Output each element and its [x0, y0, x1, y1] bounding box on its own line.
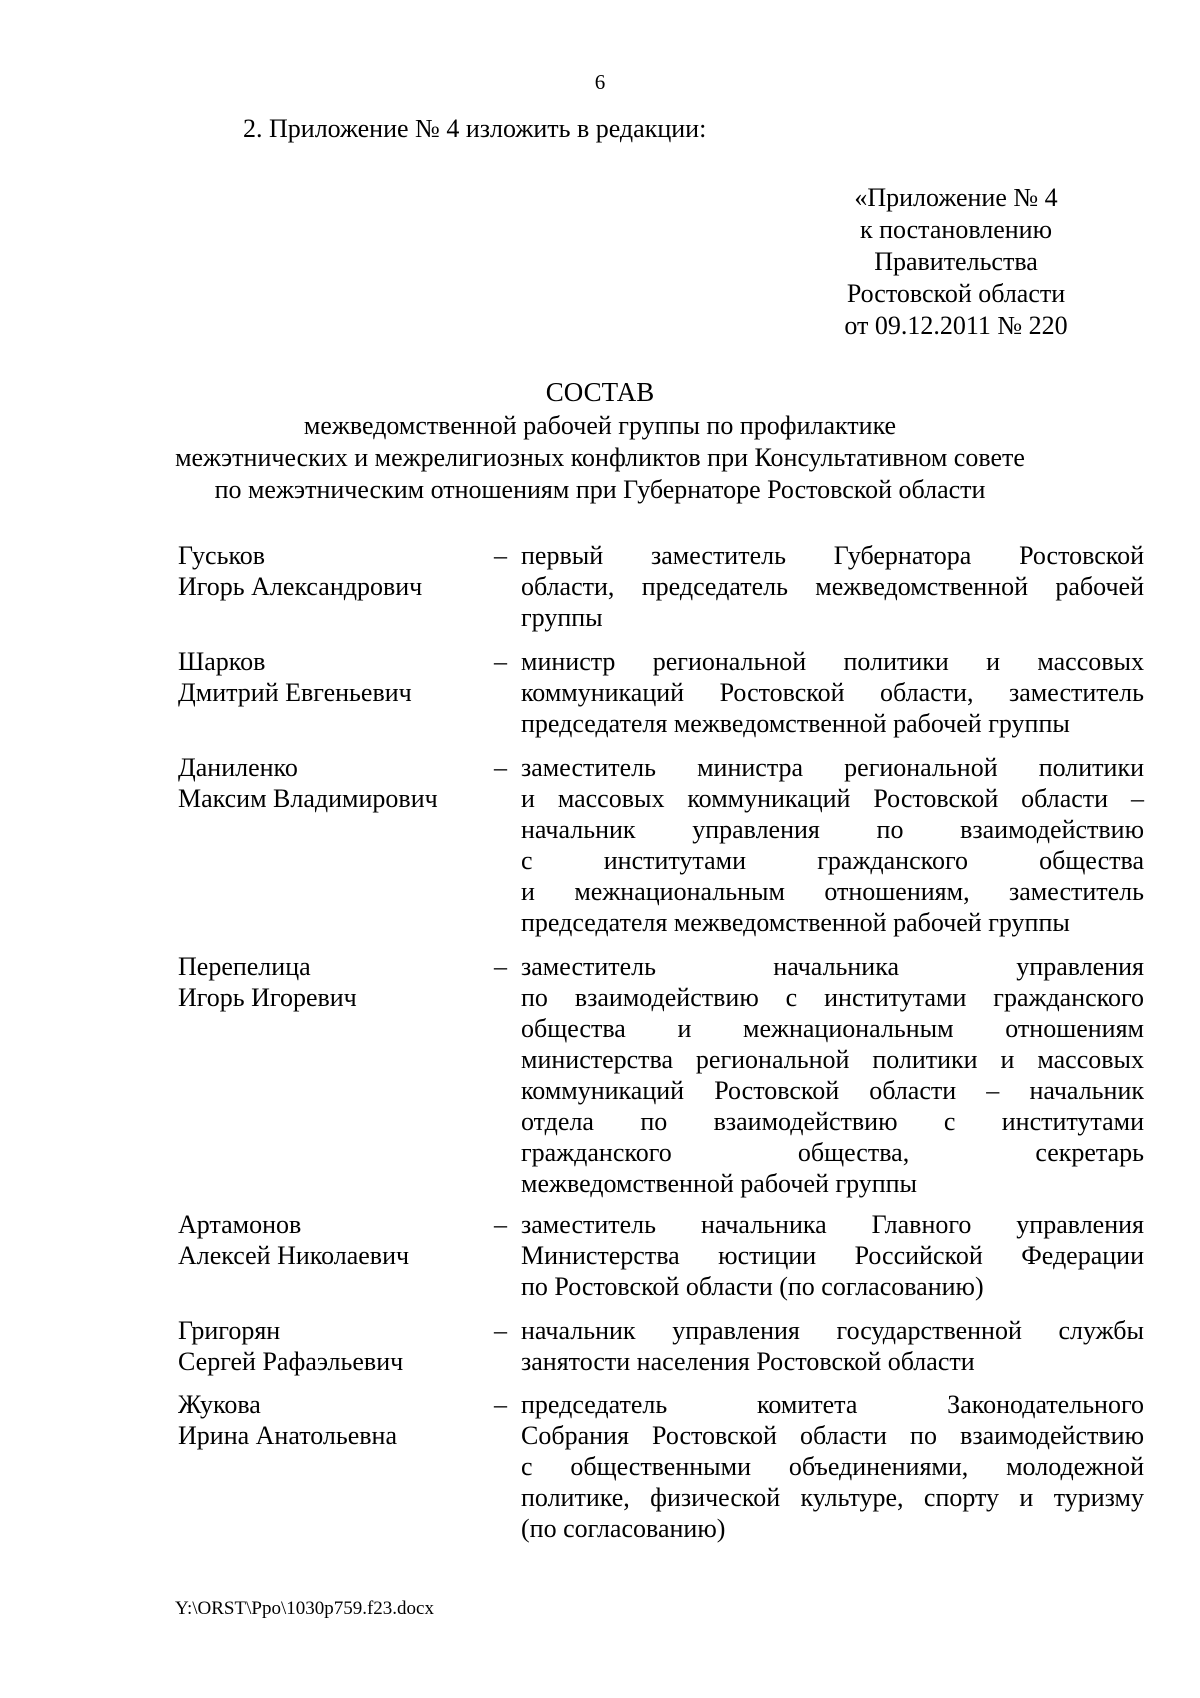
member-given-names: Дмитрий Евгеньевич [178, 678, 412, 707]
member-surname: Шарков [178, 647, 266, 676]
member-name [178, 1209, 494, 1271]
member-role [521, 540, 1144, 633]
role-line: группы [521, 603, 603, 632]
members-list [178, 540, 1144, 1549]
member-surname: Перепелица [178, 952, 311, 981]
role-line: председатель комитета Законодательного [521, 1390, 1144, 1419]
role-line: Министерства юстиции Российской Федерации [521, 1241, 1144, 1270]
role-line: председателя межведомственной рабочей группы [521, 908, 1070, 937]
role-line: начальник управления по взаимодействию [521, 815, 1144, 844]
member-surname: Даниленко [178, 753, 298, 782]
member-role [521, 951, 1144, 1199]
member-entry [178, 951, 1144, 1209]
role-line: коммуникаций Ростовской области – начальник [521, 1076, 1144, 1105]
dash: – [494, 1210, 507, 1239]
member-role [521, 1209, 1144, 1302]
member-role [521, 1315, 1144, 1377]
member-role [521, 1389, 1144, 1544]
member-name [178, 1315, 494, 1377]
member-entry [178, 1209, 1144, 1315]
role-line: заместитель министра региональной политики [521, 753, 1144, 782]
role-line: заместитель начальника управления [521, 952, 1144, 981]
member-name [178, 951, 494, 1013]
role-line: начальник управления государственной службы [521, 1316, 1144, 1345]
member-name [178, 540, 494, 602]
member-entry [178, 1315, 1144, 1389]
member-given-names: Сергей Рафаэльевич [178, 1347, 404, 1376]
member-surname: Гуськов [178, 541, 266, 570]
member-given-names: Игорь Александрович [178, 572, 423, 601]
title-subtitle-line: межэтнических и межрелигиозных конфликтов при Консультативном совете [175, 443, 1025, 472]
role-line: председателя межведомственной рабочей группы [521, 709, 1070, 738]
dash: – [494, 1316, 507, 1345]
member-given-names: Максим Владимирович [178, 784, 438, 813]
role-line: по взаимодействию с институтами гражданского [521, 983, 1144, 1012]
member-given-names: Игорь Игоревич [178, 983, 357, 1012]
role-line: занятости населения Ростовской области [521, 1347, 975, 1376]
title-subtitle-line: по межэтническим отношениям при Губернаторе Ростовской области [214, 475, 986, 504]
role-line: Собрания Ростовской области по взаимодействию [521, 1421, 1144, 1450]
page-number: 6 [594, 70, 606, 94]
member-surname: Жукова [178, 1390, 261, 1419]
member-role [521, 646, 1144, 739]
role-line: с общественными объединениями, молодежной [521, 1452, 1144, 1481]
dash: – [494, 1390, 507, 1419]
appendix-reference [808, 182, 1104, 342]
role-line: политике, физической культуре, спорту и туризму [521, 1483, 1144, 1512]
member-given-names: Ирина Анатольевна [178, 1421, 397, 1450]
dash: – [494, 647, 507, 676]
document-title [100, 374, 1100, 506]
role-line: отдела по взаимодействию с институтами [521, 1107, 1144, 1136]
member-entry [178, 540, 1144, 646]
role-line: по Ростовской области (по согласованию) [521, 1272, 984, 1301]
instruction-paragraph: 2. Приложение № 4 изложить в редакции: [243, 114, 707, 143]
appendix-line: «Приложение № 4 [854, 183, 1058, 212]
role-line: первый заместитель Губернатора Ростовской [521, 541, 1144, 570]
appendix-line: от 09.12.2011 № 220 [844, 311, 1068, 340]
appendix-line: Ростовской области [846, 279, 1066, 308]
role-line: гражданского общества, секретарь [521, 1138, 1144, 1167]
role-line: министр региональной политики и массовых [521, 647, 1144, 676]
member-surname: Артамонов [178, 1210, 302, 1239]
role-line: области, председатель межведомственной рабочей [521, 572, 1144, 601]
member-role [521, 752, 1144, 938]
footer-file-path: Y:\ORST\Ppo\1030p759.f23.docx [175, 1598, 434, 1619]
appendix-line: Правительства [874, 247, 1038, 276]
role-line: межведомственной рабочей группы [521, 1169, 918, 1198]
member-name [178, 646, 494, 708]
member-entry [178, 646, 1144, 752]
dash: – [494, 753, 507, 782]
appendix-line: к постановлению [859, 215, 1053, 244]
role-line: с институтами гражданского общества [521, 846, 1144, 875]
member-entry [178, 1389, 1144, 1549]
title-subtitle-line: межведомственной рабочей группы по профилактике [303, 411, 897, 440]
member-name [178, 1389, 494, 1451]
dash: – [494, 541, 507, 570]
role-line: и межнациональным отношениям, заместитель [521, 877, 1144, 906]
role-line: заместитель начальника Главного управления [521, 1210, 1144, 1239]
title-heading: СОСТАВ [545, 377, 655, 407]
member-surname: Григорян [178, 1316, 281, 1345]
role-line: коммуникаций Ростовской области, заместитель [521, 678, 1144, 707]
member-name [178, 752, 494, 814]
role-line: (по согласованию) [521, 1514, 726, 1543]
member-given-names: Алексей Николаевич [178, 1241, 410, 1270]
dash: – [494, 952, 507, 981]
role-line: и массовых коммуникаций Ростовской области – [521, 784, 1144, 813]
role-line: общества и межнациональным отношениям [521, 1014, 1144, 1043]
member-entry [178, 752, 1144, 951]
role-line: министерства региональной политики и массовых [521, 1045, 1144, 1074]
